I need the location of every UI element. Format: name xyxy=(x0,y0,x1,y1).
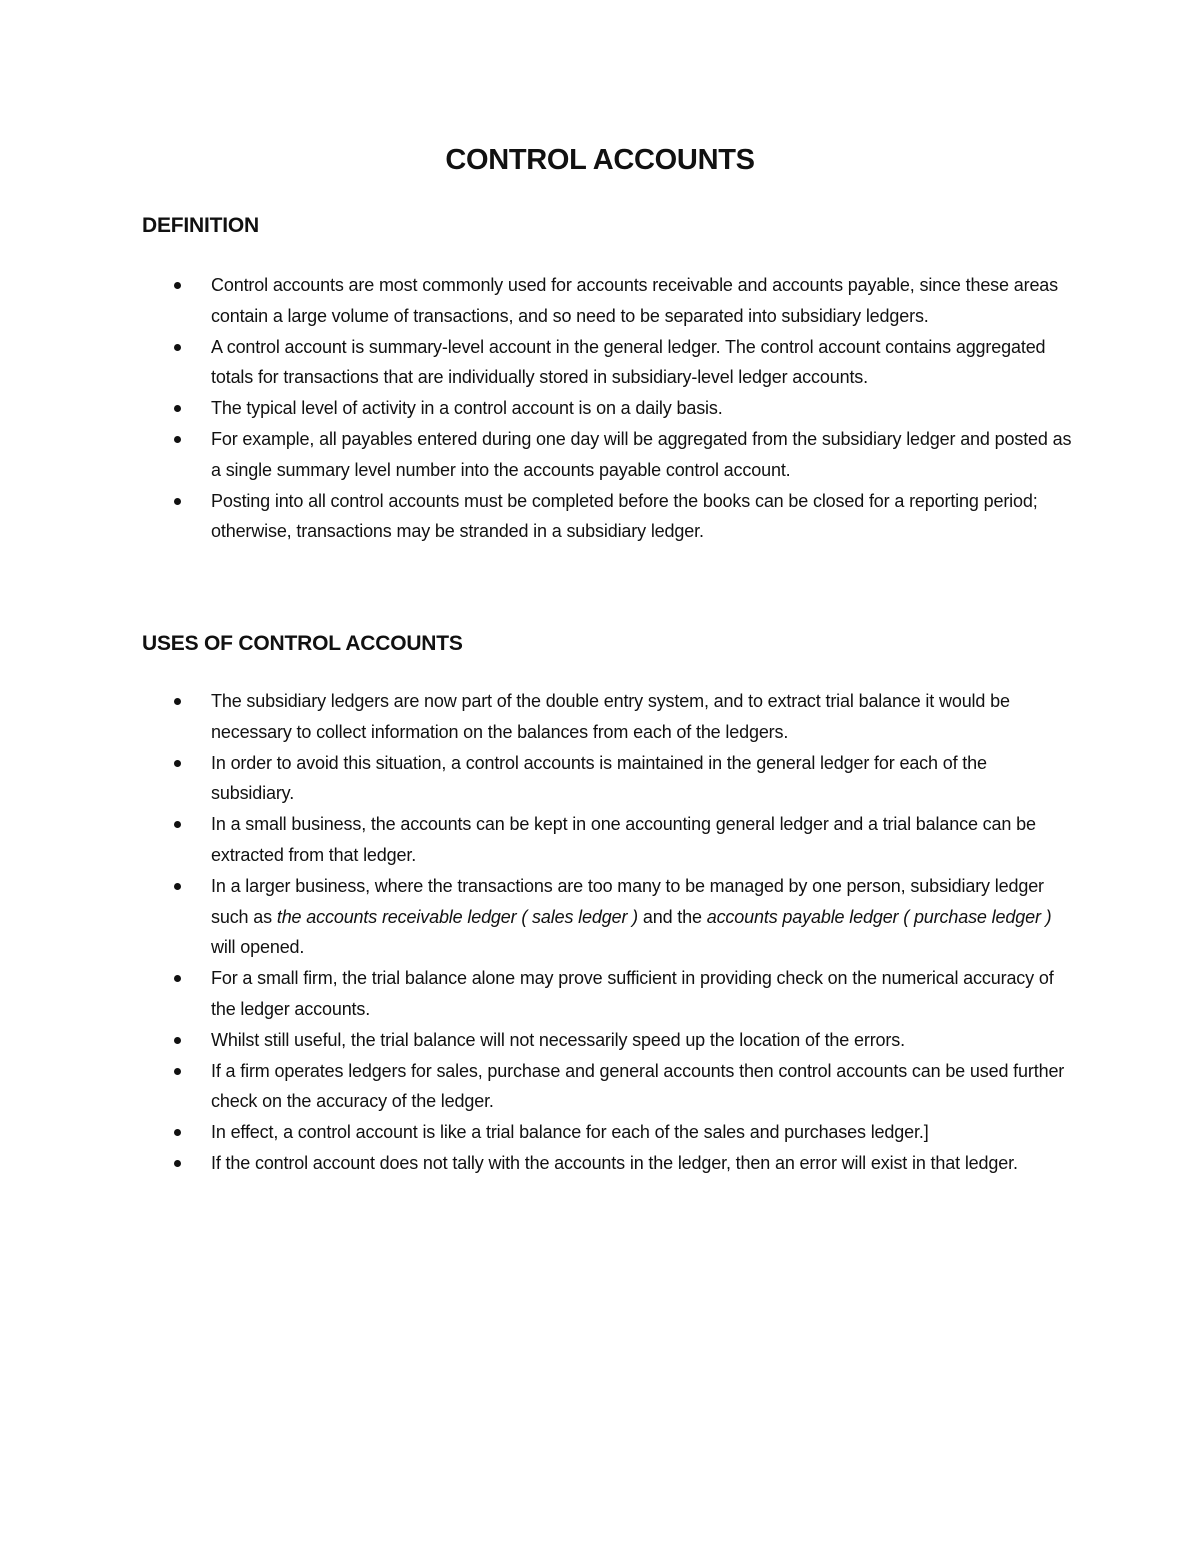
list-item-italic-text: the accounts receivable ledger ( sales ledger ) xyxy=(276,906,638,927)
list-item-text: will opened. xyxy=(211,937,305,958)
list-item: The subsidiary ledgers are now part of the double entry system, and to extract trial balance it would be necessary to collect information on the balances from each of the ledgers. xyxy=(142,686,1072,748)
section-heading-definition: DEFINITION xyxy=(142,214,259,237)
list-item: A control account is summary-level account in the general ledger. The control account contains aggregated totals for transactions that are individually stored in subsidiary-level ledger accounts. xyxy=(142,332,1072,394)
list-item: In a small business, the accounts can be kept in one accounting general ledger and a trial balance can be extracted from that ledger. xyxy=(142,809,1072,871)
list-item: In effect, a control account is like a trial balance for each of the sales and purchases ledger.] xyxy=(142,1117,1072,1148)
list-item: For a small firm, the trial balance alone may prove sufficient in providing check on the numerical accuracy of the ledger accounts. xyxy=(142,963,1072,1025)
list-item: For example, all payables entered during one day will be aggregated from the subsidiary ledger and posted as a single summary level number into the accounts payable control account. xyxy=(142,424,1072,486)
uses-bullet-list xyxy=(142,686,1072,1179)
list-item: Whilst still useful, the trial balance will not necessarily speed up the location of the errors. xyxy=(142,1025,1072,1056)
list-item-italic-text: accounts payable ledger ( purchase ledger ) xyxy=(706,906,1052,927)
list-item: If the control account does not tally with the accounts in the ledger, then an error will exist in that ledger. xyxy=(142,1148,1072,1179)
list-item xyxy=(142,871,1072,963)
list-item: Control accounts are most commonly used for accounts receivable and accounts payable, since these areas contain a large volume of transactions, and so need to be separated into subsidiary ledgers. xyxy=(142,270,1072,332)
section-heading-uses: USES OF CONTROL ACCOUNTS xyxy=(142,632,463,655)
page-title: CONTROL ACCOUNTS xyxy=(445,144,755,176)
list-item: In order to avoid this situation, a control accounts is maintained in the general ledger for each of the subsidiary. xyxy=(142,748,1072,810)
definition-bullet-list xyxy=(142,270,1072,547)
list-item: Posting into all control accounts must be completed before the books can be closed for a reporting period; otherwise, transactions may be stranded in a subsidiary ledger. xyxy=(142,486,1072,548)
list-item-text: In a larger business, where the transactions are too many to be managed by one person, subsidiary ledger such as xyxy=(211,875,1044,927)
list-item-text: and the xyxy=(638,906,707,927)
list-item: If a firm operates ledgers for sales, purchase and general accounts then control accounts can be used further check on the accuracy of the ledger. xyxy=(142,1056,1072,1118)
list-item: The typical level of activity in a control account is on a daily basis. xyxy=(142,393,1072,424)
